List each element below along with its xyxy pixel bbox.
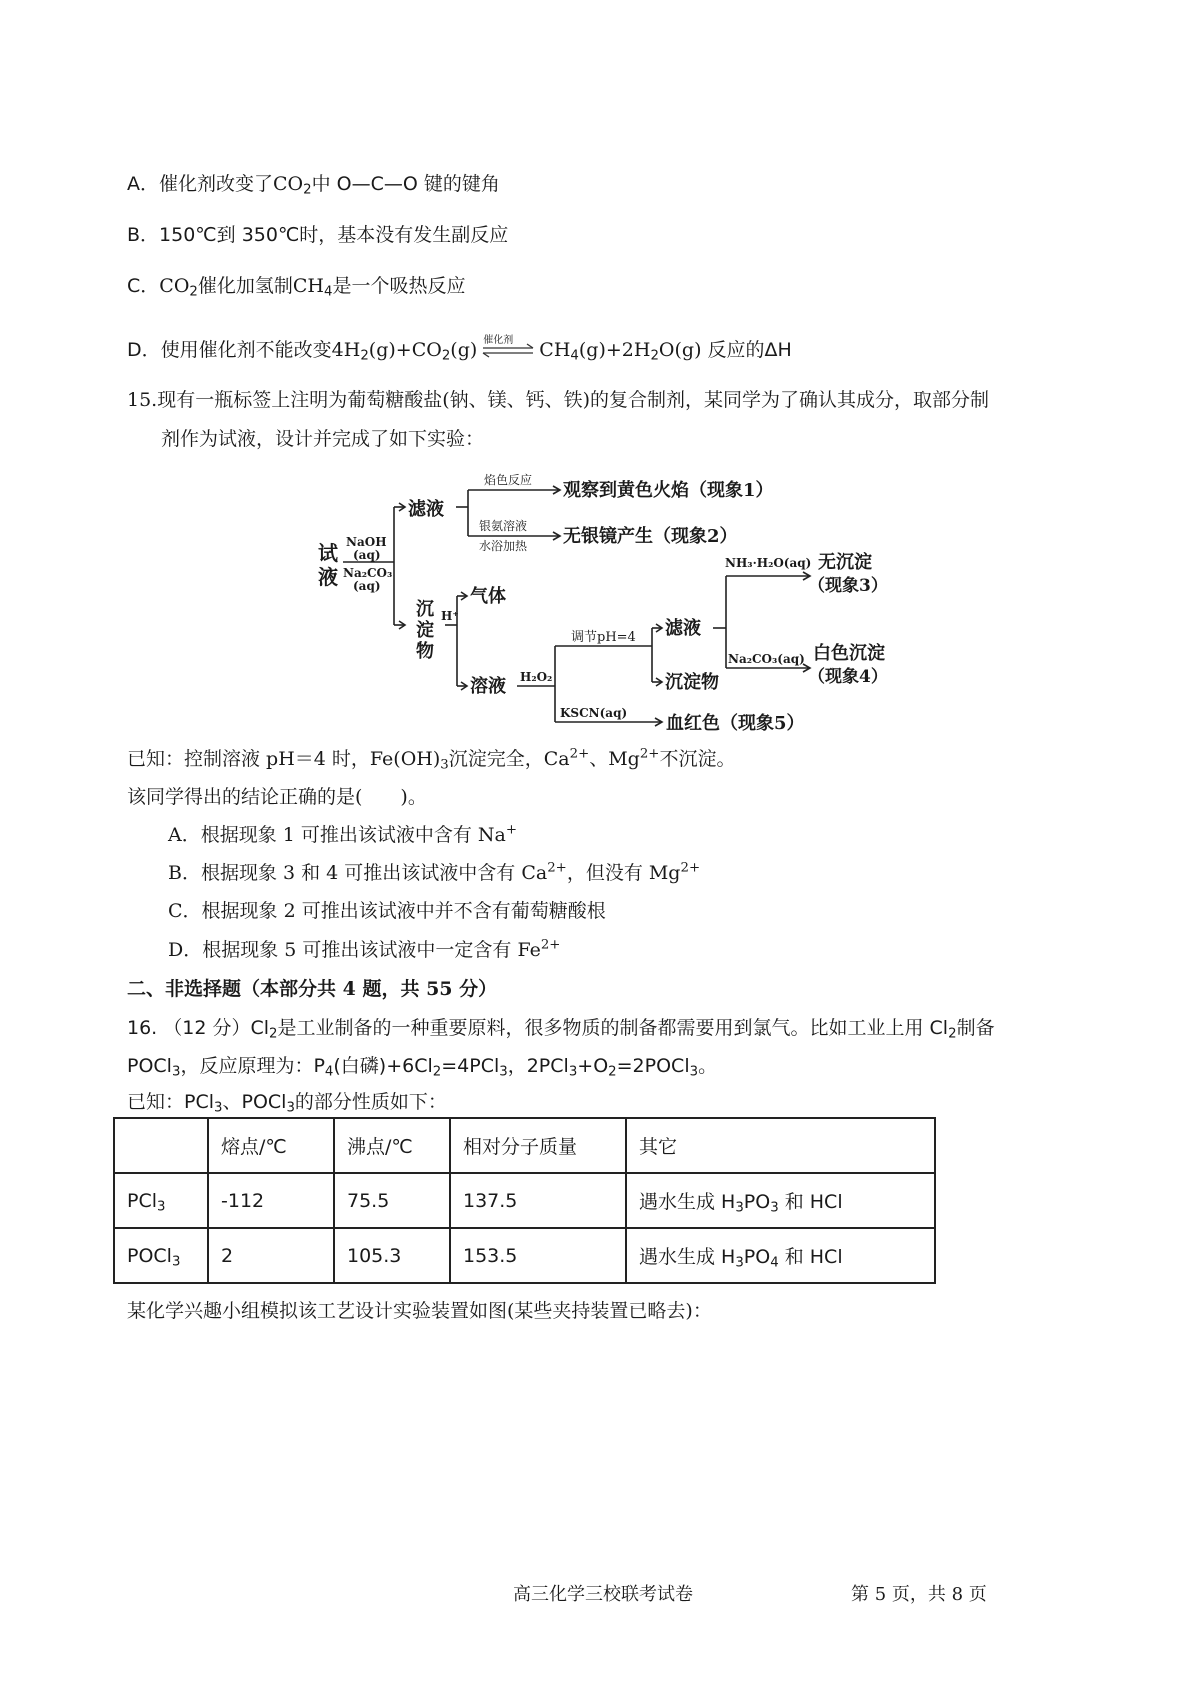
reagent-naoh: NaOH — [346, 535, 387, 549]
phenomenon-5: 血红色（现象5） — [666, 713, 805, 734]
flow-gas: 气体 — [470, 586, 506, 607]
svg-text:(aq): (aq) — [353, 548, 381, 562]
catalyst-label: 催化剂 — [483, 335, 514, 346]
reversible-arrow — [477, 337, 539, 363]
svg-text:（现象3）: （现象3） — [808, 576, 888, 596]
silver-ammonia-label: 银氨溶液 — [479, 519, 528, 533]
svg-text:物: 物 — [416, 641, 434, 662]
nh3-label: NH₃·H₂O(aq) — [725, 556, 812, 570]
h-plus-label: H⁺ — [441, 609, 459, 623]
phenomenon-4: 白色沉淀 — [813, 643, 885, 664]
flow-precipitate: 沉 — [416, 599, 434, 620]
q15-known: 已知：控制溶液 pH＝4 时，$Fe(OH)_3$沉淀完全，$Ca^{2+}$、$Mg^{2+}$不沉淀。 — [127, 746, 736, 773]
table-row: POCl$_3$ 2 105.3 153.5 遇水生成 $H_3PO_4$ 和 HCl — [114, 1228, 935, 1283]
svg-text:(aq): (aq) — [353, 579, 381, 593]
flow-filtrate-2: 滤液 — [665, 618, 701, 639]
q15-option-c: C．根据现象 2 可推出该试液中并不含有葡萄糖酸根 — [168, 900, 606, 922]
q16-line3: 已知：PCl$_3$、POCl$_3$的部分性质如下： — [127, 1091, 447, 1116]
q15-question: 该同学得出的结论正确的是( )。 — [127, 786, 427, 808]
kscn-label: KSCN(aq) — [560, 706, 628, 720]
table-header-row: 熔点/℃ 沸点/℃ 相对分子质量 其它 — [114, 1118, 935, 1173]
flow-filtrate: 滤液 — [408, 499, 444, 520]
q15-stem-line2: 剂作为试液，设计并完成了如下实验： — [161, 428, 485, 450]
svg-text:水浴加热: 水浴加热 — [479, 539, 528, 553]
q16-line2: POCl$_3$，反应原理为：$P_4$(白磷)$+6Cl_2=4PCl_3$，$2PCl_3+O_2=2POCl_3$。 — [127, 1055, 718, 1080]
reagent-na2co3: Na₂CO₃ — [343, 566, 393, 580]
q15-option-a: A．根据现象 1 可推出该试液中含有 Na+ — [168, 822, 518, 846]
h2o2-label: H₂O₂ — [520, 670, 553, 684]
footer-exam-title: 高三化学三校联考试卷 — [513, 1584, 693, 1605]
svg-text:淀: 淀 — [416, 620, 434, 641]
section-2-heading: 二、非选择题（本部分共 4 题，共 55 分） — [127, 978, 498, 1000]
experiment-flowchart — [0, 460, 1200, 740]
phenomenon-3: 无沉淀 — [818, 552, 872, 573]
q15-option-d: D．根据现象 5 可推出该试液中一定含有 $Fe^{2+}$ — [168, 937, 561, 961]
option-14-c: C．$CO_2$催化加氢制$CH_4$是一个吸热反应 — [127, 275, 466, 300]
adjust-ph-label: 调节pH=4 — [571, 630, 636, 645]
flow-shiye: 试 — [318, 541, 338, 565]
phenomenon-1: 观察到黄色火焰（现象1） — [563, 480, 774, 501]
q15-option-b: B．根据现象 3 和 4 可推出该试液中含有 $Ca^{2+}$，但没有 $Mg^{2+}$ — [168, 860, 701, 884]
svg-text:（现象4）: （现象4） — [808, 667, 888, 687]
option-14-b: B．150℃到 350℃时，基本没有发生副反应 — [127, 224, 509, 246]
option-label: A． — [127, 173, 159, 195]
footer-page-number: 第 5 页，共 8 页 — [851, 1584, 987, 1605]
phenomenon-2: 无银镜产生（现象2） — [563, 526, 738, 547]
na2co3-label: Na₂CO₃(aq) — [728, 652, 805, 666]
svg-text:液: 液 — [318, 565, 338, 589]
q16-line1: 16. （12 分）$Cl_2$是工业制备的一种重要原料，很多物质的制备都需要用到氯气。比如工业上用 $Cl_2$制备 — [127, 1017, 995, 1042]
equilibrium-arrow-icon — [477, 337, 539, 363]
option-14-d: D．使用催化剂不能改变$4H_2(g)+CO_2(g)$ 催化剂 $CH_4(g)+2H_2O(g)$ 反应的ΔH — [127, 337, 792, 363]
properties-table — [113, 1117, 936, 1284]
q16-line4: 某化学兴趣小组模拟该工艺设计实验装置如图(某些夹持装置已略去)： — [127, 1300, 712, 1322]
flame-test-label: 焰色反应 — [484, 473, 533, 487]
table-row: PCl$_3$ -112 75.5 137.5 遇水生成 $H_3PO_3$ 和 HCl — [114, 1173, 935, 1228]
option-14-a: A．催化剂改变了$CO_2$中 O—C—O 键的键角 — [127, 173, 500, 198]
flow-solution: 溶液 — [470, 676, 506, 697]
q15-stem-line1: 15.现有一瓶标签上注明为葡萄糖酸盐(钠、镁、钙、铁)的复合制剂，某同学为了确认其成分，取部分制 — [127, 389, 990, 411]
flow-precipitate-2: 沉淀物 — [665, 672, 719, 693]
